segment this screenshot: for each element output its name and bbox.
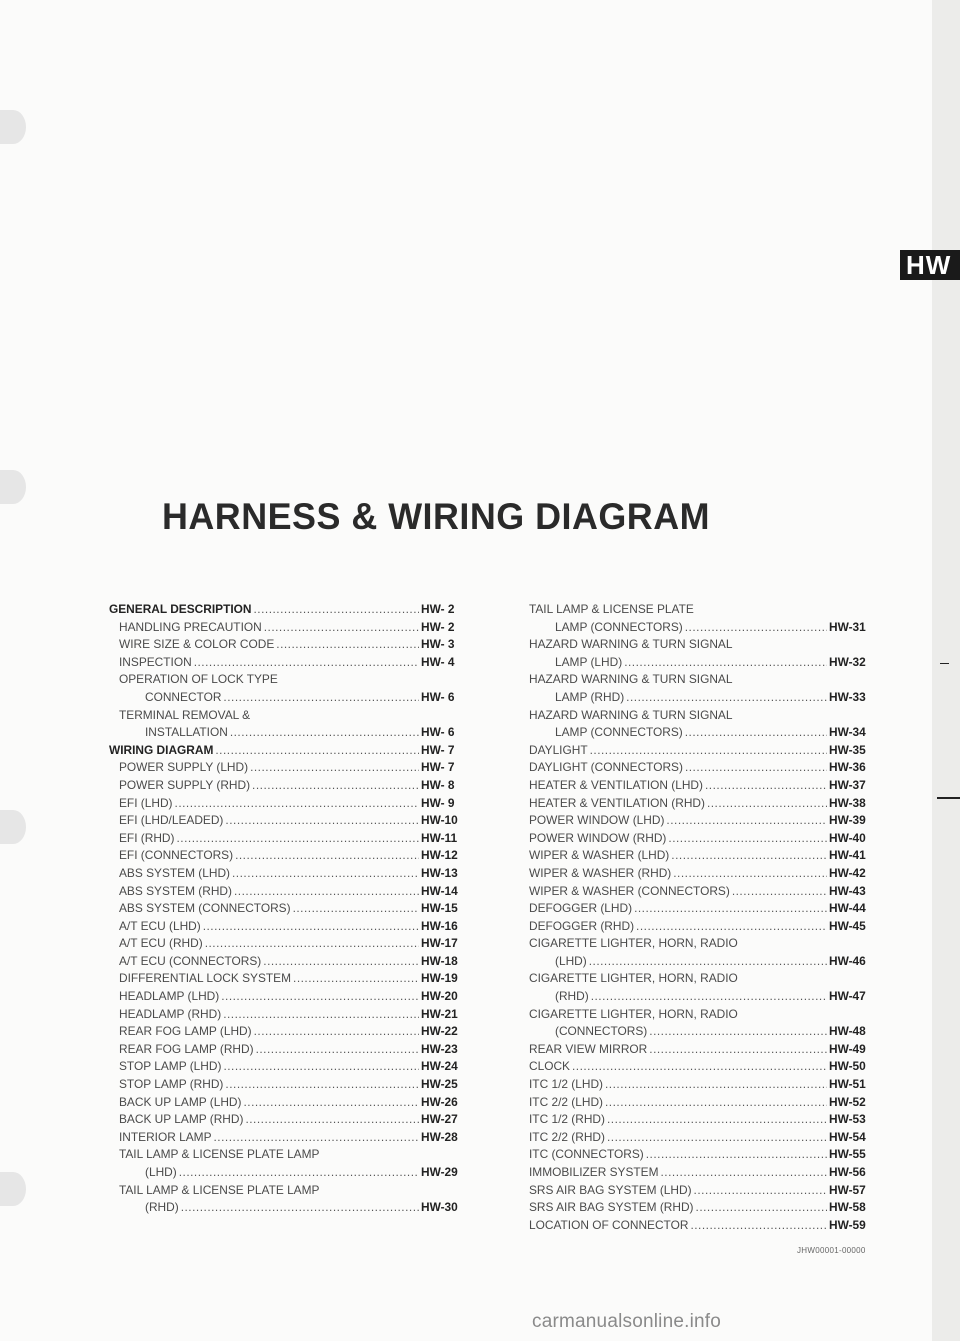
toc-entry-title: CIGARETTE LIGHTER, HORN, RADIO: [529, 1006, 738, 1021]
dot-leader: [707, 795, 827, 813]
toc-entry: [109, 1182, 461, 1217]
dot-leader: [685, 759, 827, 777]
toc-entry: [109, 619, 461, 637]
toc-page-number: HW-40: [829, 830, 866, 845]
toc-entry: [109, 601, 461, 619]
dot-leader: [293, 970, 419, 988]
toc-entry-title: IMMOBILIZER SYSTEM: [529, 1165, 659, 1179]
toc-entry-title: ABS SYSTEM (CONNECTORS): [119, 901, 291, 916]
dot-leader: [181, 1199, 419, 1217]
toc-entry: [519, 759, 869, 777]
toc-entry: [109, 988, 461, 1006]
toc-entry-title: TAIL LAMP & LICENSE PLATE LAMP: [119, 1147, 320, 1162]
edge-mark: [937, 797, 960, 799]
dot-leader: [223, 1006, 419, 1024]
toc-entry-title: REAR FOG LAMP (RHD): [119, 1041, 254, 1056]
toc-entry-title: EFI (LHD/LEADED): [119, 813, 224, 828]
toc-entry: [519, 1076, 869, 1094]
toc-entry-title: A/T ECU (CONNECTORS): [119, 953, 262, 968]
dot-leader: [696, 1199, 827, 1217]
toc-entry-title: EFI (CONNECTORS): [119, 848, 234, 863]
dot-leader: [671, 847, 827, 865]
toc-page-number: HW- 6: [421, 725, 455, 740]
toc-page-number: HW- 2: [421, 602, 455, 616]
toc-page-number: HW-49: [829, 1041, 866, 1056]
toc-entry: [109, 1146, 461, 1181]
toc-entry-title: WIPER & WASHER (RHD): [529, 865, 672, 880]
toc-entry: [519, 1094, 869, 1112]
page-title: HARNESS & WIRING DIAGRAM: [162, 496, 711, 537]
toc-entry-title: TAIL LAMP & LICENSE PLATE LAMP: [119, 1182, 320, 1197]
toc-entry-title: LAMP (CONNECTORS): [555, 725, 683, 740]
dot-leader: [254, 1023, 419, 1041]
dot-leader: [225, 1076, 419, 1094]
toc-entry-title: CONNECTOR: [145, 689, 222, 704]
toc-entry-title: EFI (LHD): [119, 795, 173, 810]
dot-leader: [636, 918, 827, 936]
toc-page-number: HW- 3: [421, 637, 455, 652]
edge-mark: [940, 663, 949, 664]
dot-leader: [235, 847, 419, 865]
toc-entry-title: HAZARD WARNING & TURN SIGNAL: [529, 707, 733, 722]
dot-leader: [230, 724, 419, 742]
toc-page-number: HW-23: [421, 1041, 458, 1056]
dot-leader: [234, 883, 419, 901]
toc-page-number: HW-29: [421, 1165, 458, 1179]
dot-leader: [666, 812, 827, 830]
toc-entry-title: ITC (CONNECTORS): [529, 1147, 644, 1162]
punch-hole: [0, 110, 26, 144]
dot-leader: [649, 1041, 827, 1059]
toc-page-number: HW- 4: [421, 654, 455, 669]
dot-leader: [176, 830, 419, 848]
toc-entry: [109, 1023, 461, 1041]
toc-entry: [519, 742, 869, 760]
toc-page-number: HW-31: [829, 619, 866, 634]
toc-entry-title: GENERAL DESCRIPTION: [109, 602, 252, 616]
toc-entry: [519, 1182, 869, 1200]
toc-entry: [519, 777, 869, 795]
toc-entry-title: DAYLIGHT: [529, 742, 588, 757]
toc-entry-title: ITC 2/2 (RHD): [529, 1129, 605, 1144]
toc-entry-title: CIGARETTE LIGHTER, HORN, RADIO: [529, 971, 738, 986]
toc-page-number: HW- 2: [421, 619, 455, 634]
toc-page-number: HW-59: [829, 1217, 866, 1232]
dot-leader: [607, 1111, 827, 1129]
toc-page-number: HW-43: [829, 883, 866, 898]
toc-entry-title: CLOCK: [529, 1059, 570, 1074]
toc-page-number: HW-14: [421, 883, 458, 898]
toc-entry: [109, 759, 461, 777]
dot-leader: [232, 865, 419, 883]
dot-leader: [705, 777, 827, 795]
toc-page-number: HW-37: [829, 777, 866, 792]
toc-entry-title: INSTALLATION: [145, 725, 228, 740]
toc-entry: [519, 795, 869, 813]
dot-leader: [589, 953, 827, 971]
dot-leader: [685, 724, 827, 742]
toc-entry-title: (RHD): [555, 989, 589, 1004]
toc-entry-title: DIFFERENTIAL LOCK SYSTEM: [119, 971, 292, 986]
toc-entry-title: TAIL LAMP & LICENSE PLATE: [529, 602, 694, 616]
toc-page-number: HW-51: [829, 1077, 866, 1092]
toc-entry-title: HEADLAMP (RHD): [119, 1006, 222, 1021]
dot-leader: [649, 1023, 827, 1041]
toc-entry-title: INSPECTION: [119, 654, 192, 669]
dot-leader: [668, 830, 827, 848]
toc-entry: [519, 1146, 869, 1164]
toc-entry-title: POWER SUPPLY (LHD): [119, 760, 249, 775]
toc-page-number: HW-41: [829, 848, 866, 863]
dot-leader: [685, 619, 827, 637]
toc-entry-title: ITC 1/2 (LHD): [529, 1077, 603, 1092]
toc-entry: [519, 1199, 869, 1217]
dot-leader: [175, 795, 419, 813]
toc-entry: [109, 970, 461, 988]
toc-entry-title: POWER WINDOW (RHD): [529, 830, 667, 845]
toc-entry-title: EFI (RHD): [119, 830, 175, 845]
toc-entry-title: HANDLING PRECAUTION: [119, 619, 262, 634]
toc-page-number: HW- 8: [421, 777, 455, 792]
toc-entry: [109, 636, 461, 654]
toc-entry: [519, 847, 869, 865]
toc-page-number: HW-20: [421, 989, 458, 1004]
toc-entry-title: REAR FOG LAMP (LHD): [119, 1024, 252, 1039]
toc-entry: [109, 935, 461, 953]
punch-hole: [0, 470, 26, 504]
toc-page-number: HW-16: [421, 918, 458, 933]
toc-page-number: HW-48: [829, 1024, 866, 1039]
dot-leader: [607, 1129, 827, 1147]
toc-entry: [519, 636, 869, 671]
toc-page-number: HW-58: [829, 1200, 866, 1215]
toc-entry-title: HEADLAMP (LHD): [119, 989, 220, 1004]
toc-entry: [109, 1076, 461, 1094]
toc-page-number: HW-19: [421, 971, 458, 986]
toc-entry-title: WIPER & WASHER (LHD): [529, 848, 670, 863]
toc-entry-title: POWER WINDOW (LHD): [529, 813, 665, 828]
toc-page-number: HW-13: [421, 865, 458, 880]
toc-entry: [519, 812, 869, 830]
toc-entry: [519, 935, 869, 970]
toc-page-number: HW-34: [829, 725, 866, 740]
toc-page-number: HW-21: [421, 1006, 458, 1021]
toc-page-number: HW- 6: [421, 689, 455, 704]
toc-page-number: HW-45: [829, 918, 866, 933]
toc-entry-title: WIPER & WASHER (CONNECTORS): [529, 883, 730, 898]
watermark: carmanualsonline.info: [532, 1311, 722, 1332]
toc-entry: [519, 918, 869, 936]
dot-leader: [245, 1111, 419, 1129]
toc-page-number: HW-28: [421, 1129, 458, 1144]
toc-page-number: HW-55: [829, 1147, 866, 1162]
dot-leader: [256, 1041, 419, 1059]
toc-entry-title: WIRING DIAGRAM: [109, 742, 214, 757]
dot-leader: [690, 1217, 827, 1235]
toc-entry: [109, 812, 461, 830]
toc-entry-title: OPERATION OF LOCK TYPE: [119, 672, 278, 687]
toc-entry-title: REAR VIEW MIRROR: [529, 1041, 648, 1056]
toc-page-number: HW-35: [829, 742, 866, 757]
toc-entry: [109, 1006, 461, 1024]
dot-leader: [634, 900, 827, 918]
toc-entry-title: WIRE SIZE & COLOR CODE: [119, 637, 275, 652]
toc-page-number: HW-36: [829, 760, 866, 775]
toc-page-number: HW-11: [421, 830, 458, 845]
toc-page-number: HW- 9: [421, 795, 455, 810]
toc-entry-title: A/T ECU (LHD): [119, 918, 201, 933]
dot-leader: [214, 1129, 420, 1147]
toc-entry-title: A/T ECU (RHD): [119, 936, 203, 951]
toc-entry: [519, 1111, 869, 1129]
toc-entry: [109, 742, 461, 760]
toc-page-number: HW-38: [829, 795, 866, 810]
toc-entry-title: SRS AIR BAG SYSTEM (LHD): [529, 1182, 692, 1197]
toc-entry-title: (LHD): [145, 1165, 177, 1179]
toc-page-number: HW-25: [421, 1077, 458, 1092]
toc-page-number: HW-39: [829, 813, 866, 828]
toc-entry-title: LAMP (CONNECTORS): [555, 619, 683, 634]
toc-page-number: HW-47: [829, 989, 866, 1004]
dot-leader: [605, 1076, 827, 1094]
toc-entry: [519, 883, 869, 901]
toc-entry: [109, 847, 461, 865]
toc-entry-title: DAYLIGHT (CONNECTORS): [529, 760, 683, 775]
toc-page-number: HW-18: [421, 953, 458, 968]
toc-page-number: HW-44: [829, 901, 866, 916]
toc-page-number: HW-53: [829, 1112, 866, 1127]
toc-entry: [109, 1111, 461, 1129]
dot-leader: [626, 689, 827, 707]
toc-entry-title: SRS AIR BAG SYSTEM (RHD): [529, 1200, 694, 1215]
toc-entry: [109, 654, 461, 672]
toc-page-number: HW-12: [421, 848, 458, 863]
toc-entry-title: LOCATION OF CONNECTOR: [529, 1217, 689, 1232]
toc-entry-title: ITC 1/2 (RHD): [529, 1112, 605, 1127]
toc-entry: [109, 707, 461, 742]
toc-column-left: [109, 601, 461, 1217]
toc-page-number: HW-10: [421, 813, 458, 828]
toc-entry-title: DEFOGGER (LHD): [529, 901, 633, 916]
toc-entry: [519, 1129, 869, 1147]
dot-leader: [590, 742, 827, 760]
toc-page-number: HW-17: [421, 936, 458, 951]
toc-entry-title: (RHD): [145, 1200, 179, 1215]
dot-leader: [179, 1164, 419, 1182]
toc-entry: [109, 883, 461, 901]
toc-entry-title: POWER SUPPLY (RHD): [119, 777, 251, 792]
toc-entry: [109, 795, 461, 813]
dot-leader: [605, 1094, 827, 1112]
punch-hole: [0, 1172, 26, 1206]
toc-page-number: HW-30: [421, 1200, 458, 1215]
toc-entry-title: ABS SYSTEM (RHD): [119, 883, 232, 898]
toc-entry-title: HEATER & VENTILATION (RHD): [529, 795, 705, 810]
dot-leader: [194, 654, 419, 672]
toc-page-number: HW-27: [421, 1112, 458, 1127]
toc-entry: [519, 865, 869, 883]
dot-leader: [276, 636, 419, 654]
toc-entry: [109, 671, 461, 706]
toc-entry: [109, 830, 461, 848]
toc-entry-title: STOP LAMP (LHD): [119, 1059, 222, 1074]
toc-entry: [109, 777, 461, 795]
toc-entry: [519, 707, 869, 742]
toc-page-number: HW- 7: [421, 760, 455, 775]
toc-entry-title: ABS SYSTEM (LHD): [119, 865, 230, 880]
dot-leader: [252, 777, 419, 795]
dot-leader: [591, 988, 827, 1006]
toc-entry: [109, 900, 461, 918]
binding-gutter: [932, 0, 960, 1341]
dot-leader: [203, 918, 419, 936]
toc-entry: [519, 900, 869, 918]
dot-leader: [732, 883, 827, 901]
dot-leader: [293, 900, 419, 918]
toc-page-number: HW-57: [829, 1182, 866, 1197]
figure-code: JHW00001-00000: [797, 1246, 866, 1255]
toc-entry: [519, 1006, 869, 1041]
toc-entry: [109, 1129, 461, 1147]
toc-entry: [109, 953, 461, 971]
dot-leader: [205, 935, 419, 953]
toc-page-number: HW-50: [829, 1059, 866, 1074]
toc-entry: [519, 1164, 869, 1182]
toc-entry-title: CIGARETTE LIGHTER, HORN, RADIO: [529, 936, 738, 951]
toc-entry-title: ITC 2/2 (LHD): [529, 1094, 603, 1109]
toc-entry: [519, 671, 869, 706]
dot-leader: [215, 742, 419, 760]
toc-entry: [109, 1094, 461, 1112]
dot-leader: [243, 1094, 419, 1112]
toc-entry: [109, 1041, 461, 1059]
toc-entry-title: STOP LAMP (RHD): [119, 1077, 224, 1092]
toc-entry: [519, 1058, 869, 1076]
toc-column-right: [519, 601, 869, 1234]
toc-entry: [109, 1058, 461, 1076]
toc-entry: [519, 1217, 869, 1235]
section-tab: HW: [900, 250, 960, 280]
toc-entry: [109, 865, 461, 883]
dot-leader: [264, 619, 419, 637]
toc-entry-title: HAZARD WARNING & TURN SIGNAL: [529, 637, 733, 652]
toc-page-number: HW-52: [829, 1094, 866, 1109]
toc-entry: [519, 601, 869, 636]
toc-entry-title: LAMP (RHD): [555, 689, 625, 704]
toc-entry-title: LAMP (LHD): [555, 654, 623, 669]
toc-page-number: HW-24: [421, 1059, 458, 1074]
toc-page-number: HW-32: [829, 654, 866, 669]
toc-entry-title: BACK UP LAMP (RHD): [119, 1112, 244, 1127]
toc-entry-title: BACK UP LAMP (LHD): [119, 1094, 242, 1109]
toc-entry-title: DEFOGGER (RHD): [529, 918, 635, 933]
toc-entry: [519, 970, 869, 1005]
toc-entry-title: (LHD): [555, 953, 587, 968]
dot-leader: [221, 988, 419, 1006]
dot-leader: [250, 759, 419, 777]
dot-leader: [225, 812, 419, 830]
toc-entry: [519, 830, 869, 848]
toc-page-number: HW-15: [421, 901, 458, 916]
dot-leader: [661, 1164, 828, 1182]
dot-leader: [223, 689, 419, 707]
dot-leader: [263, 953, 419, 971]
toc-entry-title: (CONNECTORS): [555, 1024, 648, 1039]
toc-page-number: HW-46: [829, 953, 866, 968]
toc-page-number: HW-56: [829, 1165, 866, 1179]
dot-leader: [673, 865, 827, 883]
toc-entry-title: HEATER & VENTILATION (LHD): [529, 777, 703, 792]
toc-page-number: HW-54: [829, 1129, 866, 1144]
dot-leader: [624, 654, 827, 672]
toc-page-number: HW-26: [421, 1094, 458, 1109]
toc-page-number: HW- 7: [421, 742, 455, 757]
toc-entry-title: INTERIOR LAMP: [119, 1129, 212, 1144]
toc-entry: [109, 918, 461, 936]
toc-entry: [519, 1041, 869, 1059]
toc-entry-title: TERMINAL REMOVAL &: [119, 707, 251, 722]
dot-leader: [694, 1182, 827, 1200]
dot-leader: [646, 1146, 827, 1164]
toc-entry-title: HAZARD WARNING & TURN SIGNAL: [529, 672, 733, 687]
toc-page-number: HW-42: [829, 865, 866, 880]
toc-page-number: HW-22: [421, 1024, 458, 1039]
dot-leader: [572, 1058, 827, 1076]
dot-leader: [253, 601, 419, 619]
dot-leader: [223, 1058, 419, 1076]
toc-page-number: HW-33: [829, 689, 866, 704]
punch-hole: [0, 810, 26, 844]
